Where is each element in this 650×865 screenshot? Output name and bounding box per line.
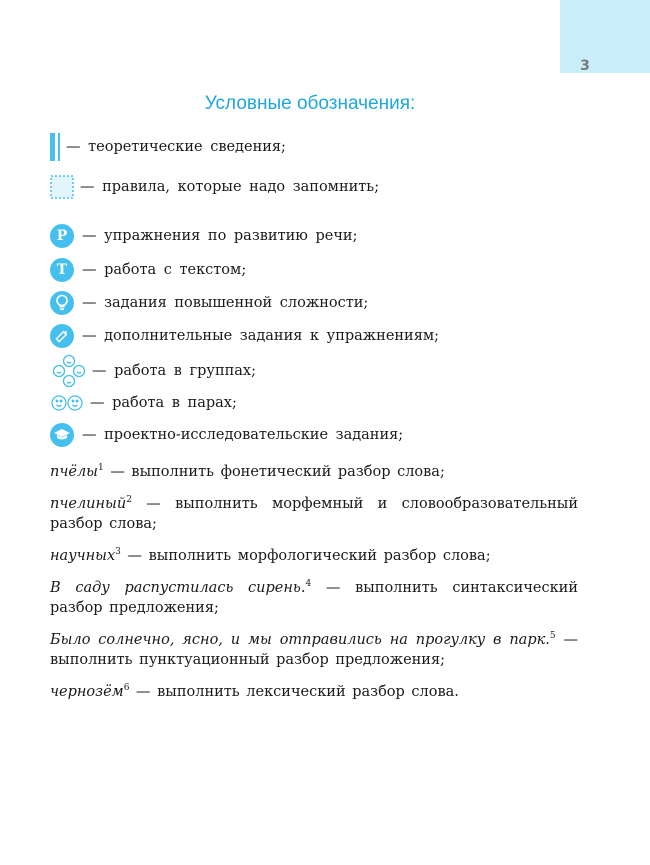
legend-text: — правила, которые надо запомнить; xyxy=(80,179,380,195)
legend-item-speech xyxy=(50,223,358,249)
legend-item-groups xyxy=(50,354,256,388)
lightbulb-icon xyxy=(50,291,74,315)
examples-list xyxy=(50,462,578,714)
page-corner-tab xyxy=(560,0,650,73)
legend-item-pairs xyxy=(50,390,237,416)
text-t-icon: Т xyxy=(50,258,74,282)
example-item: пчелиный$^2$ — выполнить морфемный и словообразовательный разбор слова; xyxy=(50,495,578,532)
legend-text: — работа с текстом; xyxy=(82,262,247,278)
group-faces-icon xyxy=(50,354,88,388)
legend-item-extra xyxy=(50,323,439,349)
legend-text: — работа в группах; xyxy=(92,363,256,379)
pencil-icon xyxy=(50,324,74,348)
legend-item-hard xyxy=(50,290,368,316)
example-item: пчёлы$^1$ — выполнить фонетический разбор слова; xyxy=(50,463,445,480)
rule-box-icon xyxy=(50,175,76,199)
legend-text: — упражнения по развитию речи; xyxy=(82,228,358,244)
example-item: В саду распустилась сирень.$^4$ — выполнить синтаксический разбор предложения; xyxy=(50,579,578,616)
example-item: чернозём$^6$ — выполнить лексический разбор слова. xyxy=(50,683,459,700)
example-item: научных$^3$ — выполнить морфологический разбор слова; xyxy=(50,547,491,564)
legend-item-theory xyxy=(50,134,286,160)
theory-bars-icon xyxy=(50,133,64,161)
legend-text: — дополнительные задания к упражнениям; xyxy=(82,328,440,344)
legend-text: — теоретические сведения; xyxy=(66,139,286,155)
page-number: 3 xyxy=(580,58,590,74)
legend-text: — проектно-исследовательские задания; xyxy=(82,427,404,443)
legend-text: — работа в парах; xyxy=(90,395,237,411)
legend-item-project xyxy=(50,422,403,448)
pair-faces-icon xyxy=(50,393,84,413)
speech-p-icon: Р xyxy=(50,224,74,248)
graduation-cap-icon xyxy=(50,423,74,447)
legend-item-text xyxy=(50,257,246,283)
legend-text: — задания повышенной сложности; xyxy=(82,295,369,311)
legend-item-rule xyxy=(50,174,379,200)
example-item: Было солнечно, ясно, и мы отправились на прогулку в парк.$^5$ — выполнить пунктуационный разбор предложения; xyxy=(50,631,578,668)
page-title: Условные обозначения: xyxy=(204,93,416,114)
